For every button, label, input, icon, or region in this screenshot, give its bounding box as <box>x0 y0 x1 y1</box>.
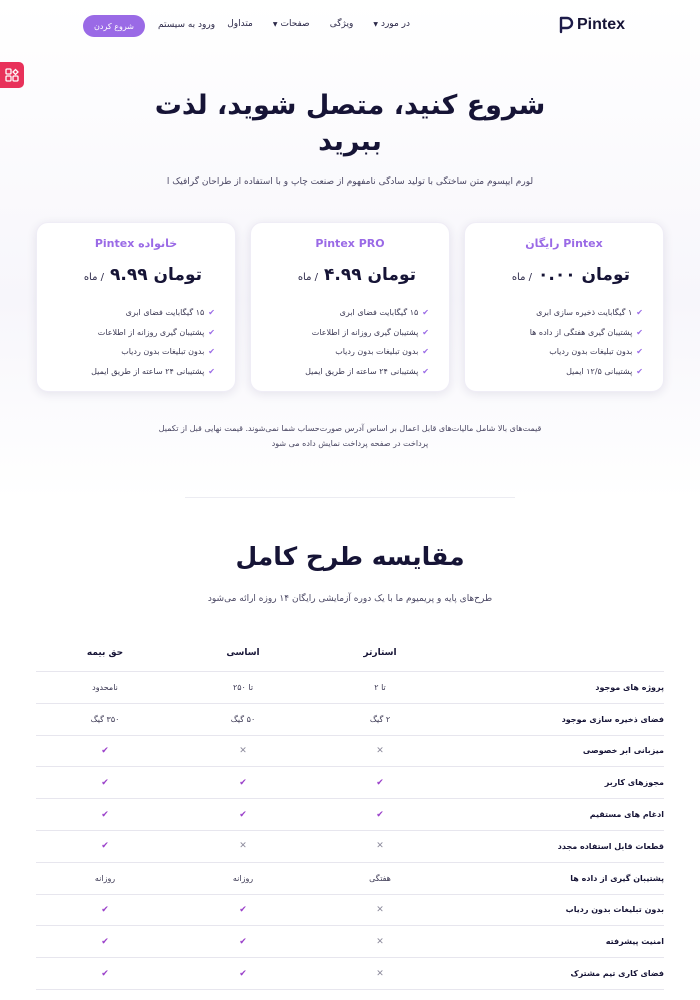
table-row <box>36 735 664 767</box>
logo[interactable] <box>558 16 625 34</box>
feature-label: پشتیبانی ۱۲/۵ ایمیل <box>566 366 633 376</box>
login-link[interactable]: ورود به سیستم <box>158 20 216 30</box>
pricing-note <box>140 421 560 451</box>
check-icon: ✔ <box>636 308 643 318</box>
feature-name: میزبانی ابر خصوصی <box>582 746 664 756</box>
pricing-note-line-2: پرداخت در صفحه پرداخت نمایش داده می شود <box>271 439 429 448</box>
feature-label: پشتیبانی ۲۴ ساعته از طریق ایمیل <box>91 366 205 376</box>
feature-label: پشتیبان گیری هفتگی از داده ها <box>529 327 633 337</box>
pricing-card-family[interactable] <box>36 222 236 392</box>
table-cell: روزانه <box>94 873 116 883</box>
feature-name: پروژه های موجود <box>595 682 664 692</box>
feature-item <box>530 342 643 362</box>
table-row <box>36 766 664 798</box>
nav-item-faq[interactable] <box>227 19 253 29</box>
price-amount: تومان ۴.۹۹ <box>324 265 416 285</box>
check-icon: ✔ <box>101 936 109 947</box>
hero-title-line-1: شروع کنید، متصل شوید، لذت <box>154 90 546 121</box>
check-icon: ✔ <box>422 327 429 337</box>
plan-features <box>91 303 215 381</box>
feature-label: بدون تبلیغات بدون ردیاب <box>335 347 419 357</box>
brand-name: Pintex <box>577 16 626 33</box>
feature-item <box>305 362 429 382</box>
check-icon: ✔ <box>376 777 384 788</box>
column-header-starter: استارتر <box>363 648 397 658</box>
feature-label: بدون تبلیغات بدون ردیاب <box>549 347 633 357</box>
table-row <box>36 703 664 735</box>
pricing-note-line-1: قیمت‌های بالا شامل مالیات‌های قابل اعمال بر اساس آدرس صورت‌حساب شما نمی‌شوند. قیمت نهایی قبل از تکمیل <box>158 424 542 433</box>
widgets-icon <box>5 68 19 82</box>
feature-name: امنیت پیشرفته <box>605 937 664 947</box>
feature-item <box>305 303 429 323</box>
feature-item <box>91 362 215 382</box>
feature-name: قطعات قابل استفاده مجدد <box>557 841 664 851</box>
cross-icon: ✕ <box>239 745 247 756</box>
feature-item <box>91 342 215 362</box>
check-icon: ✔ <box>239 936 247 947</box>
check-icon: ✔ <box>636 327 643 337</box>
plan-price <box>84 265 202 285</box>
hero-subtitle: لورم ایپسوم متن ساختگی با تولید سادگی نامفهوم از صنعت چاپ و با استفاده از طراحان گرافیک ا <box>166 177 534 187</box>
pricing-card-free[interactable] <box>464 222 664 392</box>
feature-name: بدون تبلیغات بدون ردیاب <box>565 905 664 915</box>
feature-item <box>91 323 215 343</box>
check-icon: ✔ <box>208 308 215 318</box>
table-row <box>36 925 664 957</box>
feature-name: فضای ذخیره سازی موجود <box>561 714 664 724</box>
cross-icon: ✕ <box>376 936 384 947</box>
side-widget-button[interactable] <box>0 62 24 88</box>
check-icon: ✔ <box>422 347 429 357</box>
plan-features <box>305 303 429 381</box>
feature-label: بدون تبلیغات بدون ردیاب <box>121 347 205 357</box>
check-icon: ✔ <box>101 841 109 852</box>
compare-title: مقایسه طرح کامل <box>235 542 465 571</box>
get-started-button[interactable]: شروع کردن <box>83 15 145 37</box>
table-row <box>36 798 664 830</box>
feature-item <box>530 362 643 382</box>
feature-label: پشتیبان گیری روزانه از اطلاعات <box>97 327 205 337</box>
check-icon: ✔ <box>376 809 384 820</box>
feature-item <box>530 323 643 343</box>
table-cell: روزانه <box>232 873 254 883</box>
nav-item-pages[interactable] <box>273 19 310 29</box>
table-cell: تا ۲ <box>374 682 386 692</box>
nav-menu <box>227 19 410 29</box>
price-amount: تومان ۹.۹۹ <box>110 265 202 285</box>
check-icon: ✔ <box>208 366 215 376</box>
caret-down-icon: ▼ <box>272 20 278 28</box>
check-icon: ✔ <box>101 968 109 979</box>
check-icon: ✔ <box>422 308 429 318</box>
check-icon: ✔ <box>101 904 109 915</box>
navbar <box>0 0 700 54</box>
feature-label: ۱۵ گیگابایت فضای ابری <box>125 308 205 318</box>
column-header-premium: حق بیمه <box>86 648 124 658</box>
cross-icon: ✕ <box>239 841 247 852</box>
price-amount: تومان ۰.۰۰ <box>538 265 630 285</box>
price-period: / ماه <box>297 272 319 283</box>
nav-item-features[interactable] <box>330 19 354 29</box>
feature-label: پشتیبان گیری روزانه از اطلاعات <box>311 327 419 337</box>
price-period: / ماه <box>83 272 105 283</box>
feature-name: ادغام های مستقیم <box>589 810 664 820</box>
nav-item-about[interactable] <box>373 19 410 29</box>
hero-title <box>150 88 550 160</box>
pintex-logo-icon <box>558 16 574 34</box>
feature-name: مجوزهای کاربر <box>604 778 664 788</box>
check-icon: ✔ <box>239 777 247 788</box>
check-icon: ✔ <box>101 809 109 820</box>
feature-label: ۱ گیگابایت ذخیره سازی ابری <box>536 308 633 318</box>
cross-icon: ✕ <box>376 745 384 756</box>
feature-item <box>530 303 643 323</box>
plan-features <box>530 303 643 381</box>
nav-item-label: متداول <box>227 19 253 29</box>
check-icon: ✔ <box>208 327 215 337</box>
check-icon: ✔ <box>101 745 109 756</box>
table-cell: تا ۲۵۰ <box>232 682 254 692</box>
table-cell: ۵۰ گیگ <box>230 714 256 724</box>
table-cell: ۲ گیگ <box>369 714 391 724</box>
feature-item <box>305 342 429 362</box>
table-row <box>36 830 664 862</box>
cross-icon: ✕ <box>376 968 384 979</box>
nav-item-label: ویژگی <box>329 19 354 29</box>
compare-subtitle: طرح‌های پایه و پریمیوم ما با یک دوره آزمایشی رایگان ۱۴ روزه ارائه می‌شود <box>207 594 493 604</box>
check-icon: ✔ <box>239 904 247 915</box>
feature-name: فضای کاری تیم مشترک <box>570 969 664 979</box>
plan-name: Pintex رایگان <box>525 237 603 250</box>
price-period: / ماه <box>511 272 533 283</box>
nav-item-label: در مورد <box>380 19 410 29</box>
table-cell: هفتگی <box>369 873 391 883</box>
table-row <box>36 957 664 989</box>
plan-price <box>298 265 416 285</box>
plan-name: خانواده Pintex <box>94 237 178 250</box>
column-header-basic: اساسی <box>226 648 260 658</box>
check-icon: ✔ <box>422 366 429 376</box>
table-row <box>36 862 664 894</box>
cross-icon: ✕ <box>376 904 384 915</box>
feature-label: پشتیبانی ۲۴ ساعته از طریق ایمیل <box>305 366 419 376</box>
caret-down-icon: ▼ <box>373 20 378 28</box>
feature-label: ۱۵ گیگابایت فضای ابری <box>339 308 419 318</box>
check-icon: ✔ <box>239 968 247 979</box>
check-icon: ✔ <box>208 347 215 357</box>
plan-name: Pintex PRO <box>315 237 385 250</box>
check-icon: ✔ <box>636 347 643 357</box>
table-row <box>36 671 664 703</box>
check-icon: ✔ <box>239 809 247 820</box>
table-cell: ۳۵۰ گیگ <box>90 714 120 724</box>
section-divider <box>185 497 515 498</box>
check-icon: ✔ <box>636 366 643 376</box>
pricing-card-pro[interactable] <box>250 222 450 392</box>
feature-item <box>91 303 215 323</box>
cross-icon: ✕ <box>376 841 384 852</box>
comparison-table <box>36 671 664 990</box>
feature-item <box>305 323 429 343</box>
check-icon: ✔ <box>101 777 109 788</box>
feature-name: پشتیبان گیری از داده ها <box>570 873 664 883</box>
nav-item-label: صفحات <box>280 19 310 29</box>
plan-price <box>512 265 630 285</box>
table-end-border <box>36 989 664 990</box>
hero-title-line-2: ببرید <box>318 126 382 157</box>
table-cell: نامحدود <box>92 682 118 692</box>
table-row <box>36 894 664 926</box>
